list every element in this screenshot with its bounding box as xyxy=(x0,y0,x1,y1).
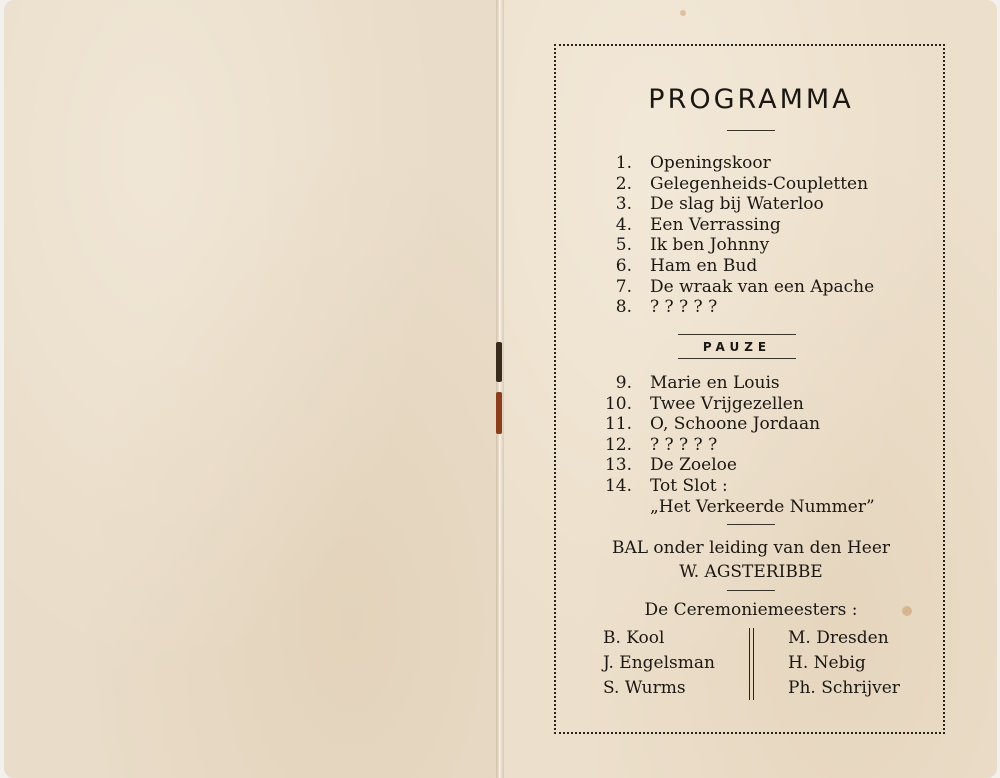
item-title: O, Schoone Jordaan xyxy=(650,414,821,435)
item-number: 6. xyxy=(615,255,632,276)
item-title: Ik ben Johnny xyxy=(650,235,770,256)
item-title: Twee Vrijgezellen xyxy=(650,393,804,414)
item-title: ? ? ? ? ? xyxy=(650,434,718,455)
program-list-part2 xyxy=(596,373,820,497)
item-title: Gelegenheids-Coupletten xyxy=(650,173,869,194)
master-name: J. Engelsman xyxy=(603,653,715,673)
item-title: ? ? ? ? ? xyxy=(650,297,718,318)
item-title: Een Verrassing xyxy=(650,214,781,235)
item-number: 3. xyxy=(615,194,632,215)
item-number: 11. xyxy=(604,414,632,435)
staple-top xyxy=(496,342,502,382)
program-item xyxy=(596,414,820,435)
item-number: 1. xyxy=(615,153,632,173)
master-name: M. Dresden xyxy=(788,628,889,648)
master-name: Ph. Schrijver xyxy=(788,678,900,698)
program-item xyxy=(596,297,874,318)
item-number: 14. xyxy=(604,475,632,496)
item-title: Openingskoor xyxy=(650,153,771,173)
ball-line: BAL onder leiding van den Heer xyxy=(611,538,891,558)
item-title: De slag bij Waterloo xyxy=(650,194,824,215)
finale-title: „Het Verkeerde Nummer” xyxy=(650,497,875,517)
program-item xyxy=(596,174,874,195)
item-number: 5. xyxy=(615,235,632,256)
program-item xyxy=(596,373,820,394)
paper-stain xyxy=(680,10,686,16)
intermission-rule-top xyxy=(678,334,796,335)
item-title: Tot Slot : xyxy=(650,475,728,496)
item-number: 7. xyxy=(615,276,632,297)
item-number: 4. xyxy=(615,214,632,235)
program-item xyxy=(596,153,874,174)
intermission-label: PAUZE xyxy=(702,340,772,354)
column-divider xyxy=(753,628,754,700)
intermission-rule-bottom xyxy=(678,358,796,359)
program-item xyxy=(596,394,820,415)
item-title: De wraak van een Apache xyxy=(650,276,875,297)
title-divider xyxy=(727,130,775,131)
program-item xyxy=(596,455,820,476)
program-item xyxy=(596,194,874,215)
program-item xyxy=(596,256,874,277)
item-title: De Zoeloe xyxy=(650,455,737,476)
ball-divider xyxy=(727,590,775,591)
item-number: 9. xyxy=(615,373,632,393)
item-number: 12. xyxy=(604,434,632,455)
program-item xyxy=(596,476,820,497)
item-number: 13. xyxy=(604,455,632,476)
program-item xyxy=(596,215,874,236)
program-item xyxy=(596,435,820,456)
staple-bottom xyxy=(496,392,502,434)
masters-heading: De Ceremoniemeesters : xyxy=(644,600,858,620)
item-number: 2. xyxy=(615,173,632,194)
program-item xyxy=(596,277,874,298)
left-page xyxy=(4,0,499,778)
master-name: H. Nebig xyxy=(788,653,866,673)
item-title: Marie en Louis xyxy=(650,373,780,393)
master-name: S. Wurms xyxy=(603,678,686,698)
master-name: B. Kool xyxy=(603,628,665,648)
program-title: PROGRAMMA xyxy=(648,84,854,115)
finale-divider xyxy=(727,524,775,525)
booklet-spine xyxy=(496,0,504,778)
item-number: 8. xyxy=(615,297,632,318)
program-list-part1 xyxy=(596,153,874,318)
item-title: Ham en Bud xyxy=(650,255,758,276)
column-divider xyxy=(749,628,750,700)
ball-leader: W. AGSTERIBBE xyxy=(679,562,823,582)
item-number: 10. xyxy=(604,393,632,414)
program-item xyxy=(596,235,874,256)
